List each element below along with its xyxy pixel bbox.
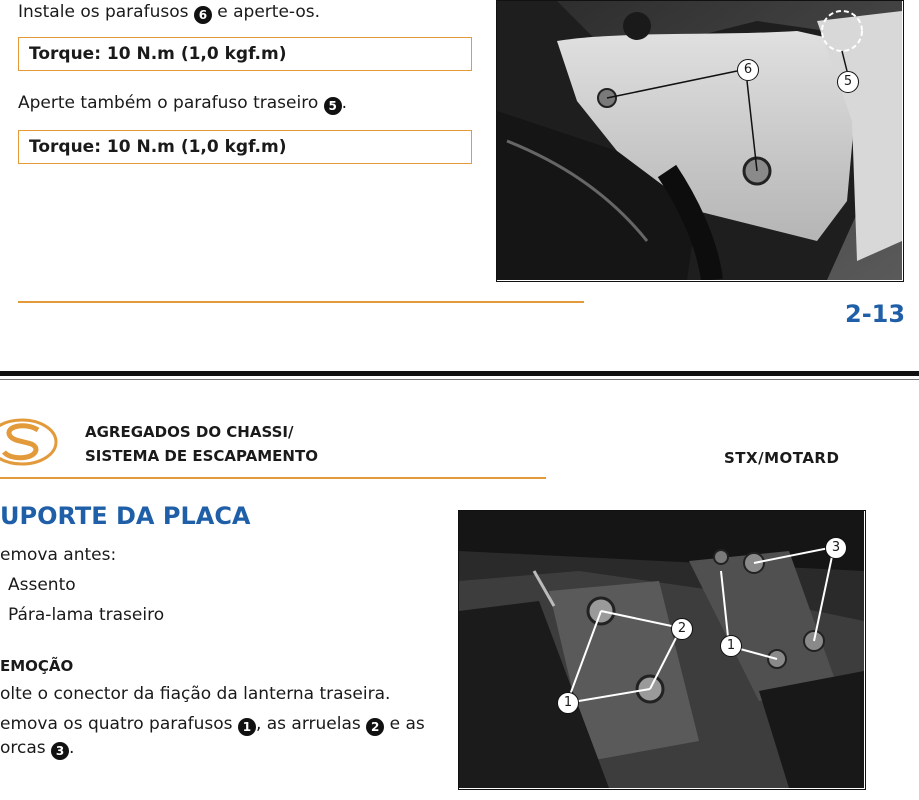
list-item: Assento — [8, 575, 76, 595]
install-bolts-step — [18, 2, 320, 24]
step-text: e aperte-os. — [217, 2, 321, 22]
photo-callout-3: 3 — [825, 537, 847, 559]
header-rule — [0, 477, 546, 479]
chapter-header-line1: AGREGADOS DO CHASSI/ — [85, 423, 294, 441]
section-title: UPORTE DA PLACA — [0, 502, 251, 530]
step-remove-line2 — [0, 738, 74, 760]
callout-badge: 3 — [51, 742, 69, 760]
photo-callout-2: 2 — [671, 618, 693, 640]
step-text: e as — [389, 714, 425, 734]
step-text: , as arruelas — [255, 714, 361, 734]
callout-badge: 6 — [194, 6, 212, 24]
brand-logo — [0, 416, 58, 468]
remove-before-label: emova antes: — [0, 545, 117, 565]
chapter-header-line2: SISTEMA DE ESCAPAMENTO — [85, 447, 318, 465]
step-text: Aperte também o parafuso traseiro — [18, 93, 319, 113]
rear-bolt-step — [18, 93, 347, 115]
chapter-header — [85, 420, 318, 468]
plate-support-photo-drawing — [459, 511, 864, 788]
seat-bolts-photo — [496, 0, 904, 282]
list-item: Pára-lama traseiro — [8, 605, 165, 625]
torque-box-2: Torque: 10 N.m (1,0 kgf.m) — [18, 130, 472, 164]
page-separator — [0, 371, 919, 376]
step-text: . — [69, 738, 75, 758]
step-text: Instale os parafusos — [18, 2, 189, 22]
model-label: STX/MOTARD — [724, 449, 840, 467]
step-text: emova os quatro parafusos — [0, 714, 233, 734]
step-text: orcas — [0, 738, 46, 758]
page-number: 2-13 — [845, 300, 906, 328]
subheading: EMOÇÃO — [0, 657, 74, 675]
step-remove-line1 — [0, 714, 425, 736]
torque-box-1: Torque: 10 N.m (1,0 kgf.m) — [18, 37, 472, 71]
step-text: . — [341, 93, 348, 113]
photo-callout-1a: 1 — [720, 635, 742, 657]
photo-callout-5: 5 — [837, 71, 859, 93]
photo-callout-1b: 1 — [557, 692, 579, 714]
seat-bolts-photo-drawing — [497, 1, 902, 280]
plate-support-photo — [458, 510, 866, 790]
callout-badge: 5 — [324, 97, 342, 115]
photo-callout-6: 6 — [737, 59, 759, 81]
page-separator-thin — [0, 379, 919, 380]
callout-badge: 1 — [238, 718, 256, 736]
footer-rule — [18, 301, 584, 303]
callout-badge: 2 — [366, 718, 384, 736]
step-disconnect: olte o conector da fiação da lanterna traseira. — [0, 684, 391, 704]
